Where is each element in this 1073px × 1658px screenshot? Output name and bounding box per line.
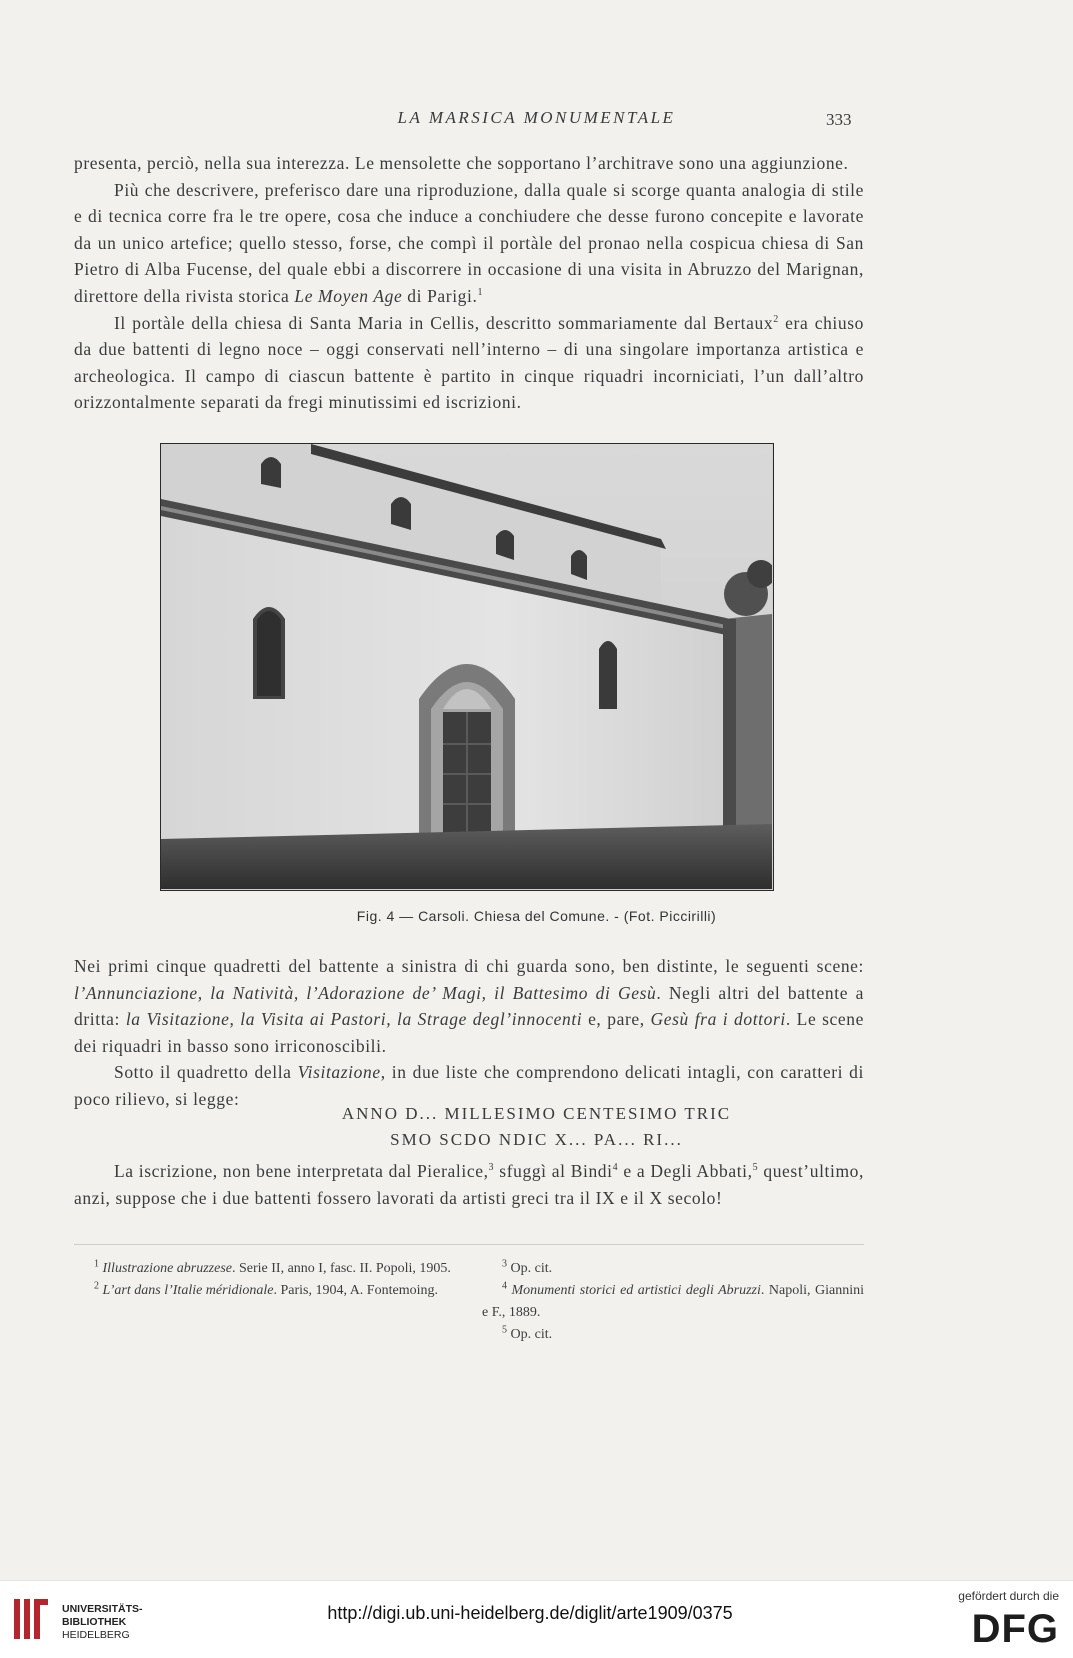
footnote-5: [482, 1324, 864, 1346]
page-number: 333: [826, 110, 852, 129]
library-name-line-3: HEIDELBERG: [62, 1629, 130, 1641]
paragraph-5-end: , in due liste che comprendono delicati intagli, con caratteri di poco rilievo, si legge:: [74, 1062, 864, 1109]
footnote-5-number: 5: [502, 1324, 507, 1336]
paragraph-6: [74, 1158, 864, 1211]
footnote-1-title: Illustrazione abruzzese: [102, 1261, 232, 1276]
footnote-1-number: 1: [94, 1258, 99, 1270]
scene-visitation: Visitazione: [297, 1062, 381, 1083]
paragraph-3-text: Il portàle della chiesa di Santa Maria in Cellis, descritto sommariamente dal Bertaux: [114, 312, 774, 333]
scene-list-right: la Visitazione, la Visita ai Pastori, la Strage degl’innocenti: [125, 1009, 583, 1030]
library-logo[interactable]: [10, 1591, 250, 1647]
library-logo-icon: [10, 1595, 52, 1643]
paragraph-3: [74, 310, 864, 416]
paragraph-4-end: . Le scene dei riquadri in basso sono irriconoscibili.: [74, 1009, 864, 1056]
journal-title: Le Moyen Age: [294, 285, 403, 306]
footnote-3: [482, 1258, 864, 1280]
figure-caption: Fig. 4 — Carsoli. Chiesa del Comune. - (Fot. Piccirilli): [356, 908, 717, 924]
inscription-line-1: ANNO D... MILLESIMO CENTESIMO TRIC: [341, 1104, 732, 1123]
text-block-bottom: [74, 953, 864, 1113]
footnote-4-title: Monumenti storici ed artistici degli Abruzzi: [511, 1283, 761, 1298]
footnote-2-title: L’art dans l’Italie méridionale: [102, 1283, 274, 1298]
digitization-footer: [0, 1580, 1073, 1658]
footnote-1-rest: . Serie II, anno I, fasc. II. Popoli, 1905.: [232, 1261, 451, 1276]
running-head: LA MARSICA MONUMENTALE: [397, 108, 676, 127]
paragraph-1: presenta, perciò, nella sua interezza. Le mensolette che sopportano l’architrave sono una aggiunzione.: [74, 153, 849, 173]
library-name-line-2: BIBLIOTHEK: [62, 1616, 127, 1628]
paragraph-6-text: La iscrizione, non bene interpretata dal Pieralice,: [114, 1161, 489, 1181]
footnote-2: [74, 1280, 462, 1302]
church-illustration: [161, 444, 772, 889]
paragraph-6-end: quest’ultimo, anzi, suppose che i due battenti fossero lavorati da artisti greci tra il IX e il X secolo!: [74, 1161, 864, 1208]
paragraph-4: [74, 953, 864, 1059]
paragraph-6-text-3: e a Degli Abbati,: [618, 1161, 753, 1181]
footnote-4-number: 4: [502, 1280, 507, 1292]
footnote-5-text: Op. cit.: [507, 1327, 553, 1342]
paragraph-2-end: di Parigi.: [402, 285, 478, 306]
footnote-2-number: 2: [94, 1280, 99, 1292]
paragraph-4-text-3: e, pare,: [582, 1009, 651, 1030]
paragraph-3-end: era chiuso da due battenti di legno noce – oggi conservati nell’interno – di una singolare importanza artistica e archeologica. Il campo di ciascun battente è partito in cinque riquadri incorniciati, l’un dall’altro orizzontalmente separati da fregi minutissimi ed iscrizioni.: [74, 312, 864, 413]
footnote-4: [482, 1280, 864, 1324]
footnote-4-rest: . Napoli, Giannini e F., 1889.: [482, 1283, 864, 1320]
footnote-ref-4[interactable]: 4: [612, 1162, 619, 1174]
paragraph-2-text: Più che descrivere, preferisco dare una riproduzione, dalla quale si scorge quanta analogia di stile e di tecnica corre fra le tre opere, cosa che induce a conchiudere che desse furono concepite e lavorate da un unico artefice; quello stesso, forse, che compì il portàle del pronao nella cospicua chiesa di San Pietro di Alba Fucense, del quale ebbi a discorrere in occasione di una visita in Abruzzo del Marignan, direttore della rivista storica: [74, 179, 864, 306]
footnote-ref-5[interactable]: 5: [752, 1162, 759, 1174]
footnotes-right-column: [482, 1258, 864, 1346]
text-block-top: [74, 150, 864, 416]
footnote-divider: [74, 1244, 864, 1245]
footnote-ref-1[interactable]: 1: [477, 287, 484, 299]
footnote-1: [74, 1258, 462, 1280]
scene-list-left: l’Annunciazione, la Natività, l’Adorazione de’ Magi, il Battesimo di Gesù: [74, 982, 657, 1003]
paragraph-6-text-2: sfuggì al Bindi: [494, 1161, 613, 1181]
permalink-url[interactable]: http://digi.ub.uni-heidelberg.de/diglit/arte1909/0375: [327, 1603, 733, 1623]
footnotes-left-column: [74, 1258, 462, 1302]
footnote-3-text: Op. cit.: [507, 1261, 553, 1276]
scene-doctors: Gesù fra i dottori: [650, 1009, 786, 1030]
footnote-2-rest: . Paris, 1904, A. Fontemoing.: [273, 1283, 438, 1298]
funding-note: gefördert durch die: [958, 1589, 1059, 1603]
text-block-final: [74, 1158, 864, 1211]
library-name: [62, 1603, 143, 1642]
paragraph-2: [74, 177, 864, 310]
library-name-line-1: UNIVERSITÄTS-: [62, 1603, 143, 1615]
footnote-3-number: 3: [502, 1258, 507, 1270]
church-photograph: [160, 443, 774, 891]
paragraph-5-text: Sotto il quadretto della: [114, 1062, 298, 1083]
paragraph-4-text: Nei primi cinque quadretti del battente a sinistra di chi guarda sono, ben distinte, le seguenti scene:: [74, 956, 864, 976]
footnote-ref-3[interactable]: 3: [488, 1162, 495, 1174]
footnote-ref-2[interactable]: 2: [773, 313, 779, 325]
paragraph-4-text-2: . Negli altri del battente a dritta:: [74, 982, 864, 1030]
dfg-logo[interactable]: DFG: [971, 1607, 1059, 1651]
inscription-line-2: SMO SCDO NDIC X... PA... RI...: [390, 1130, 683, 1149]
